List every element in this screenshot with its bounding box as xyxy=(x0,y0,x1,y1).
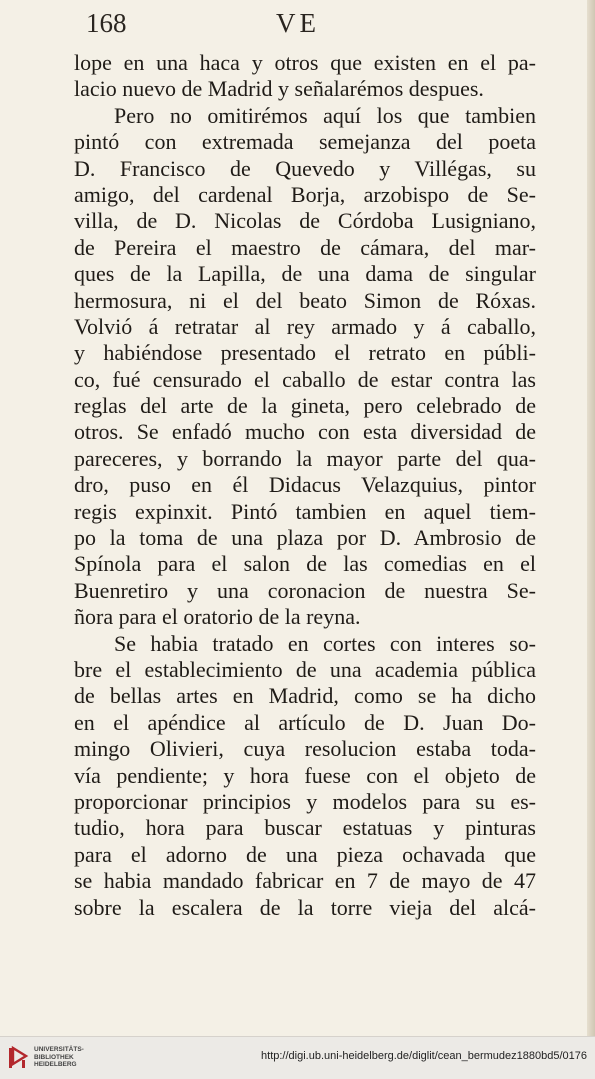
text-line: para el adorno de una pieza ochavada que xyxy=(74,841,536,867)
text-line: otros. Se enfadó mucho con esta diversidad de xyxy=(74,419,536,445)
text-line: tudio, hora para buscar estatuas y pinturas xyxy=(74,815,536,841)
text-line: de bellas artes en Madrid, como se ha dicho xyxy=(74,683,536,709)
section-heading: VE xyxy=(276,8,320,38)
text-line: pintó con extremada semejanza del poeta xyxy=(74,129,536,155)
university-library-logo-icon xyxy=(6,1044,32,1072)
text-line: amigo, del cardenal Borja, arzobispo de Se- xyxy=(74,181,536,207)
text-line: Buenretiro y una coronacion de nuestra Se- xyxy=(74,577,536,603)
viewer-footer xyxy=(0,1036,595,1079)
text-line: sobre la escalera de la torre vieja del alcá- xyxy=(74,894,536,920)
source-url-link[interactable]: http://digi.ub.uni-heidelberg.de/diglit/cean_bermudez1880bd5/0176 xyxy=(261,1050,587,1062)
text-line: co, fué censurado el caballo de estar contra las xyxy=(74,366,536,392)
text-line: villa, de D. Nicolas de Córdoba Lusigniano, xyxy=(74,208,536,234)
library-name xyxy=(34,1046,84,1069)
text-line: reglas del arte de la gineta, pero celebrado de xyxy=(74,393,536,419)
text-line: bre el establecimiento de una academia pública xyxy=(74,656,536,682)
body-text xyxy=(74,50,536,921)
text-line: Volvió á retratar al rey armado y á caballo, xyxy=(74,313,536,339)
text-line: dro, puso en él Didacus Velazquius, pintor xyxy=(74,472,536,498)
text-line: regis expinxit. Pintó tambien en aquel tiem- xyxy=(74,498,536,524)
text-line: ñora para el oratorio de la reyna. xyxy=(74,604,361,630)
text-line: mingo Olivieri, cuya resolucion estaba toda- xyxy=(74,736,536,762)
text-line: se habia mandado fabricar en 7 de mayo de 47 xyxy=(74,868,536,894)
text-line: pareceres, y borrando la mayor parte del qua- xyxy=(74,445,536,471)
library-name-line: HEIDELBERG xyxy=(34,1061,77,1068)
text-line: lope en una haca y otros que existen en el pa- xyxy=(74,50,536,75)
running-head xyxy=(86,8,531,40)
text-line: hermosura, ni el del beato Simon de Róxas. xyxy=(74,287,536,313)
text-line: D. Francisco de Quevedo y Villégas, su xyxy=(74,155,536,181)
text-line: Se habia tratado en cortes con interes so- xyxy=(114,630,536,656)
library-name-line: UNIVERSITÄTS- xyxy=(34,1046,84,1053)
text-line: lacio nuevo de Madrid y señalarémos despues. xyxy=(74,76,484,102)
text-line: po la toma de una plaza por D. Ambrosio de xyxy=(74,525,536,551)
text-line: Pero no omitirémos aquí los que tambien xyxy=(114,102,536,128)
library-name-line: BIBLIOTHEK xyxy=(34,1053,74,1061)
text-line: ques de la Lapilla, de una dama de singular xyxy=(74,261,536,287)
page-edge xyxy=(587,0,595,1036)
text-line: Spínola para el salon de las comedias en el xyxy=(74,551,536,577)
text-line: proporcionar principios y modelos para su es- xyxy=(74,788,536,814)
text-line: y habiéndose presentado el retrato en públi- xyxy=(74,340,536,366)
page-number: 168 xyxy=(86,8,127,38)
text-line: en el apéndice al artículo de D. Juan Do- xyxy=(74,709,536,735)
text-line: vía pendiente; y hora fuese con el objeto de xyxy=(74,762,536,788)
text-line: de Pereira el maestro de cámara, del mar- xyxy=(74,234,536,260)
